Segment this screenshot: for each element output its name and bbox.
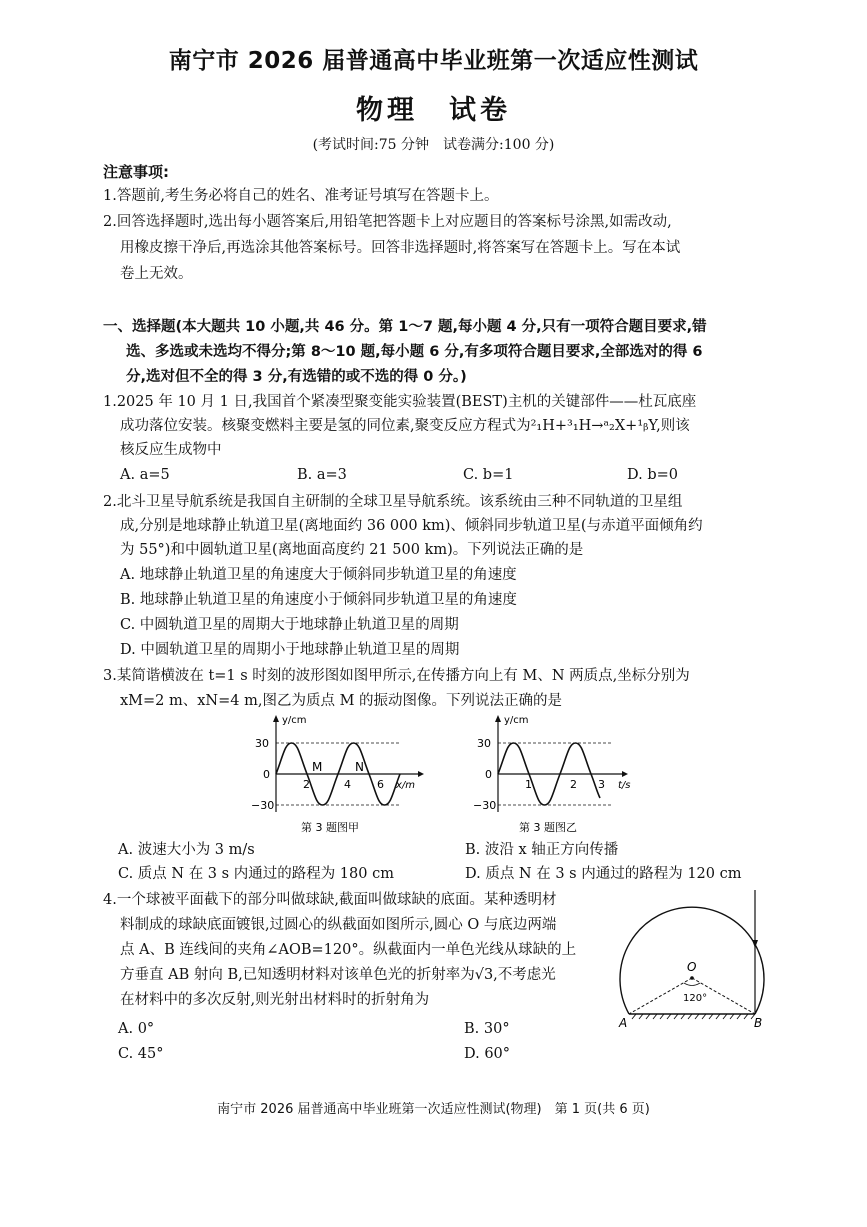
- y-tick-label: 0: [485, 768, 492, 781]
- center-point: [690, 976, 694, 980]
- t-axis-label: t/s: [618, 780, 631, 791]
- figure-caption: 第 3 题图乙: [519, 821, 577, 834]
- point-n-label: N: [355, 760, 364, 774]
- figure-3b-vibration-graph: [462, 712, 642, 837]
- angle-arc: [684, 983, 700, 986]
- note-item: 卷上无效。: [120, 266, 193, 282]
- exam-subtitle: 物理 试卷: [356, 95, 511, 126]
- question-2-option-b: B. 地球静止轨道卫星的角速度小于倾斜同步轨道卫星的角速度: [120, 592, 517, 608]
- question-4-stem-line: 料制成的球缺底面镀银,过圆心的纵截面如图所示,圆心 O 与底边两端: [120, 917, 557, 933]
- question-1-stem: 1.2025 年 10 月 1 日,我国首个紧凑型聚变能实验装置(BEST)主机的关键部件——杜瓦底座: [103, 394, 697, 410]
- figure-4-spherical-cap: [614, 880, 774, 1040]
- question-3-stem-line: xM=2 m、xN=4 m,图乙为质点 M 的振动图像。下列说法正确的是: [120, 693, 563, 709]
- section-heading-line: 选、多选或未选均不得分;第 8～10 题,每小题 6 分,有多项符合题目要求,全部选对的得 6: [126, 344, 703, 360]
- question-1-stem-line: 成功落位安装。核聚变燃料主要是氢的同位素,聚变反应方程式为²₁H+³₁H→ᵃ₂X+¹ᵦY,则该: [120, 418, 690, 434]
- t-tick-label: 3: [598, 778, 605, 791]
- question-1-option-d: D. b=0: [627, 467, 678, 483]
- label-b: B: [754, 1016, 763, 1030]
- section-heading-line: 分,选对但不全的得 3 分,有选错的或不选的得 0 分。): [126, 369, 467, 385]
- y-tick-label: −30: [473, 799, 497, 812]
- y-tick-label: 30: [255, 737, 269, 750]
- y-tick-label: 0: [263, 768, 270, 781]
- angle-label: 120°: [683, 993, 708, 1004]
- x-axis-label: x/m: [396, 780, 416, 791]
- note-item: 用橡皮擦干净后,再选涂其他答案标号。回答非选择题时,将答案写在答题卡上。写在本试: [120, 240, 681, 256]
- notes-heading: 注意事项:: [103, 163, 169, 181]
- question-3-option-a: A. 波速大小为 3 m/s: [118, 842, 255, 858]
- question-1-option-c: C. b=1: [463, 467, 514, 483]
- question-1-stem-line: 核反应生成物中: [120, 442, 222, 458]
- page-footer: 南宁市 2026 届普通高中毕业班第一次适应性测试(物理) 第 1 页(共 6 页): [217, 1102, 650, 1117]
- question-2-stem: 2.北斗卫星导航系统是我国自主研制的全球卫星导航系统。该系统由三种不同轨道的卫星组: [103, 494, 683, 510]
- question-4-stem-line: 在材料中的多次反射,则光射出材料时的折射角为: [120, 992, 430, 1008]
- question-3-option-d: D. 质点 N 在 3 s 内通过的路程为 120 cm: [465, 866, 742, 882]
- figure-3a-wave-graph: [246, 712, 426, 837]
- note-item: 2.回答选择题时,选出每小题答案后,用铅笔把答题卡上对应题目的答案标号涂黑,如需改动,: [103, 214, 672, 230]
- question-3-option-b: B. 波沿 x 轴正方向传播: [465, 842, 619, 858]
- question-4-stem: 4.一个球被平面截下的部分叫做球缺,截面叫做球缺的底面。某种透明材: [103, 892, 557, 908]
- question-2-stem-line: 为 55°)和中圆轨道卫星(离地面高度约 21 500 km)。下列说法正确的是: [120, 542, 584, 558]
- t-tick-label: 1: [525, 778, 532, 791]
- label-a: A: [619, 1016, 628, 1030]
- x-tick-label: 2: [303, 778, 310, 791]
- question-1-option-b: B. a=3: [297, 467, 347, 483]
- point-m-label: M: [312, 760, 323, 774]
- question-4-stem-line: 点 A、B 连线间的夹角∠AOB=120°。纵截面内一单色光线从球缺的上: [120, 942, 577, 958]
- t-tick-label: 2: [570, 778, 577, 791]
- y-tick-label: −30: [251, 799, 275, 812]
- exam-info: (考试时间:75 分钟 试卷满分:100 分): [312, 137, 555, 153]
- question-1-option-a: A. a=5: [120, 467, 170, 483]
- question-2-option-c: C. 中圆轨道卫星的周期大于地球静止轨道卫星的周期: [120, 617, 459, 633]
- y-tick-label: 30: [477, 737, 491, 750]
- x-tick-label: 6: [377, 778, 384, 791]
- y-axis-label: y/cm: [504, 715, 529, 726]
- question-3-option-c: C. 质点 N 在 3 s 内通过的路程为 180 cm: [118, 866, 394, 882]
- x-tick-label: 4: [344, 778, 351, 791]
- question-2-option-d: D. 中圆轨道卫星的周期小于地球静止轨道卫星的周期: [120, 642, 460, 658]
- y-axis-arrow: [273, 715, 279, 722]
- question-4-option-b: B. 30°: [464, 1021, 510, 1037]
- question-4-option-c: C. 45°: [118, 1046, 164, 1062]
- question-4-option-d: D. 60°: [464, 1046, 511, 1062]
- question-4-option-a: A. 0°: [118, 1021, 155, 1037]
- label-o: O: [687, 960, 697, 974]
- y-axis-arrow: [495, 715, 501, 722]
- section-heading: 一、选择题(本大题共 10 小题,共 46 分。第 1～7 题,每小题 4 分,只有一项符合题目要求,错: [103, 319, 707, 335]
- y-axis-label: y/cm: [282, 715, 307, 726]
- t-axis-arrow: [622, 771, 628, 777]
- figure-caption: 第 3 题图甲: [301, 821, 359, 834]
- note-item: 1.答题前,考生务必将自己的姓名、准考证号填写在答题卡上。: [103, 188, 499, 204]
- question-4-stem-line: 方垂直 AB 射向 B,已知透明材料对该单色光的折射率为√3,不考虑光: [120, 967, 556, 983]
- question-2-stem-line: 成,分别是地球静止轨道卫星(离地面约 36 000 km)、倾斜同步轨道卫星(与赤道平面倾角约: [120, 518, 703, 534]
- question-3-stem: 3.某简谐横波在 t=1 s 时刻的波形图如图甲所示,在传播方向上有 M、N 两质点,坐标分别为: [103, 668, 690, 684]
- exam-title: 南宁市 2026 届普通高中毕业班第一次适应性测试: [168, 48, 699, 74]
- silvered-hatching: [632, 1014, 755, 1019]
- question-2-option-a: A. 地球静止轨道卫星的角速度大于倾斜同步轨道卫星的角速度: [120, 567, 517, 583]
- x-axis-arrow: [418, 771, 424, 777]
